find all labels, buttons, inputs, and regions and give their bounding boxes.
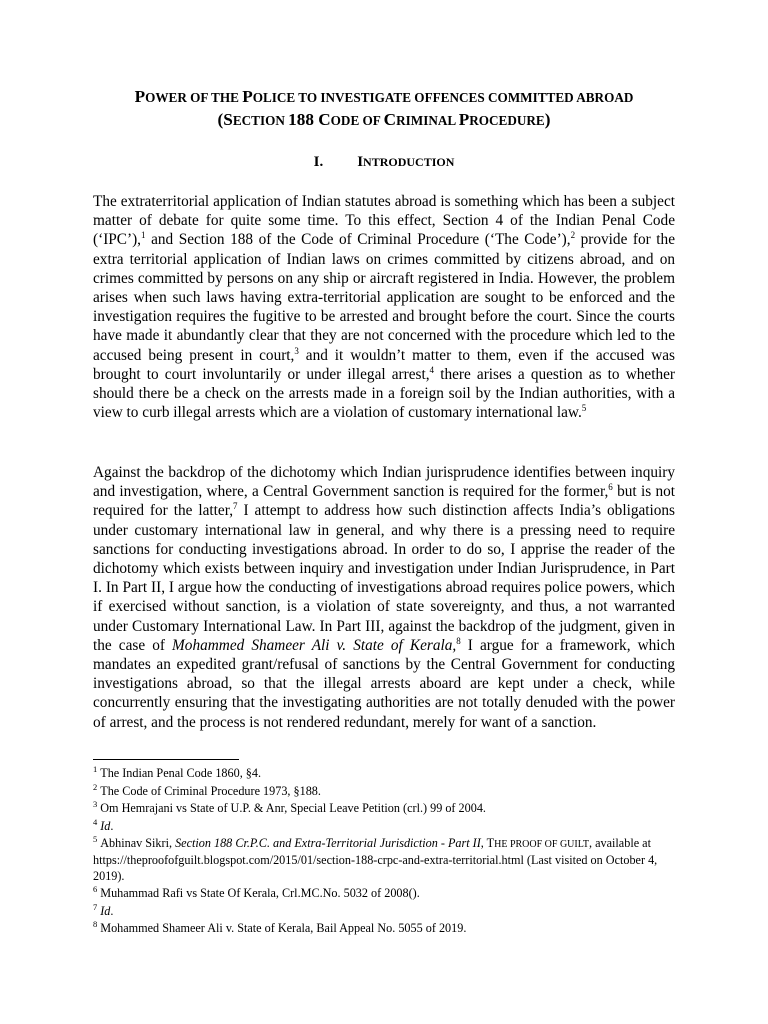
footnote-2: $^2$ The Code of Criminal Procedure 1973, §188. (93, 781, 321, 798)
footnote-1: $^1$ The Indian Penal Code 1860, §4. (93, 763, 262, 780)
footnote-8: $^8$ Mohammed Shameer Ali v. State of Kerala, Bail Appeal No. 5055 of 2019. (93, 919, 467, 936)
footnote-4: $^4$ Id. (93, 816, 114, 833)
section-title: INTRODUCTION (357, 154, 455, 170)
footnote-ref-7[interactable]: 7 (233, 501, 238, 512)
footnote-separator (93, 759, 239, 760)
section-number: I. (313, 154, 324, 170)
footnote-ref-1[interactable]: 1 (141, 230, 146, 241)
footnote-ref-8[interactable]: 8 (456, 635, 461, 646)
footnote-ref-5[interactable]: 5 (581, 403, 587, 414)
title-line-1: POWER OF THE POLICE TO INVESTIGATE OFFENCES COMMITTED ABROAD (134, 87, 634, 106)
footnote-ref-2[interactable]: 2 (570, 230, 576, 241)
paper-title (93, 86, 675, 132)
footnote-5-link[interactable]: , available at https://theproofofguilt.blogspot.com/2015/01/section-188-crpc-and-extra-territorial.html (Last visited on October 4, 2019). (93, 836, 658, 883)
footnote-5: $^5$ Abhinav Sikri, Section 188 Cr.P.C. and Extra-Territorial Jurisdiction - Part II, THE PROOF OF GUILT, available at https://theproofofguilt.blogspot.com/2015/01/section-188-crpc-and-extra-territorial.html (Last visited on October 4, 2019). (93, 834, 658, 883)
footnote-7: $^7$ Id. (93, 901, 114, 918)
footnote-ref-4[interactable]: 4 (429, 364, 435, 375)
footnote-3: $^3$ Om Hemrajani vs State of U.P. & Anr, Special Leave Petition (crl.) 99 of 2004. (93, 799, 486, 816)
paragraph-2: Against the backdrop of the dichotomy which Indian jurisprudence identifies between inquiry and investigation, where, a Central Government sanction is required for the former,$^6$ but is not required for the latter,$^7$ I attempt to address how such distinction affects India’s obligations under customary international law in general, and why there is a pressing need to require sanctions for conducting investigations abroad. In order to do so, I apprise the reader of the dichotomy which exists between inquiry and investigation under Indian Jurisprudence, in Part I. In Part II, I argue how the conducting of investigations abroad requires police powers, which if exercised without sanction, is a violation of state sovereignty, and thus, a not warranted under Customary International Law. In Part III, against the backdrop of the judgment, given in the case of Mohammed Shameer Ali v. State of Kerala,$^8$ I argue for a framework, which mandates an expedited grant/refusal of sanctions by the Central Government for conducting investigations abroad, so that the illegal arrests aboard are kept under a check, while concurrently ensuring that the investigating authorities are not totally denuded with the power of arrest, and the process is not rendered redundant, merely for want of a sanction. (93, 464, 676, 731)
title-line-2: (SECTION 188 CODE OF CRIMINAL PROCEDURE) (217, 110, 551, 129)
paragraph-1: The extraterritorial application of Indian statutes abroad is something which has been a subject matter of debate for quite some time. To this effect, Section 4 of the Indian Penal Code (‘IPC’),$^1$ and Section 188 of the Code of Criminal Procedure (‘The Code’),$^2$ provide for the extra territorial application of Indian laws on crimes committed by citizens abroad, and on crimes committed by persons on any ship or aircraft registered in India. However, the problem arises when such laws having extra-territorial application are sought to be enforced and the investigation requires the fugitive to be arrested and brought before the court. Since the courts have made it abundantly clear that they are not concerned with the procedure which led to the accused being present in court,$^3$ and it wouldn’t matter to them, even if the accused was brought to court involuntarily or under illegal arrest,$^4$ there arises a question as to whether should there be a check on the arrests made in a foreign soil by the Indian authorities, with a view to curb illegal arrests which are a violation of customary international law.$^5$ (93, 193, 675, 422)
footnote-ref-6[interactable]: 6 (608, 482, 613, 493)
section-heading (93, 154, 675, 171)
case-name: Mohammed Shameer Ali v. State of Kerala, (172, 636, 457, 654)
footnote-6: $^6$ Muhammad Rafi vs State Of Kerala, Crl.MC.No. 5032 of 2008(). (93, 884, 420, 901)
footnotes (93, 763, 675, 939)
footnote-ref-3[interactable]: 3 (294, 345, 299, 356)
